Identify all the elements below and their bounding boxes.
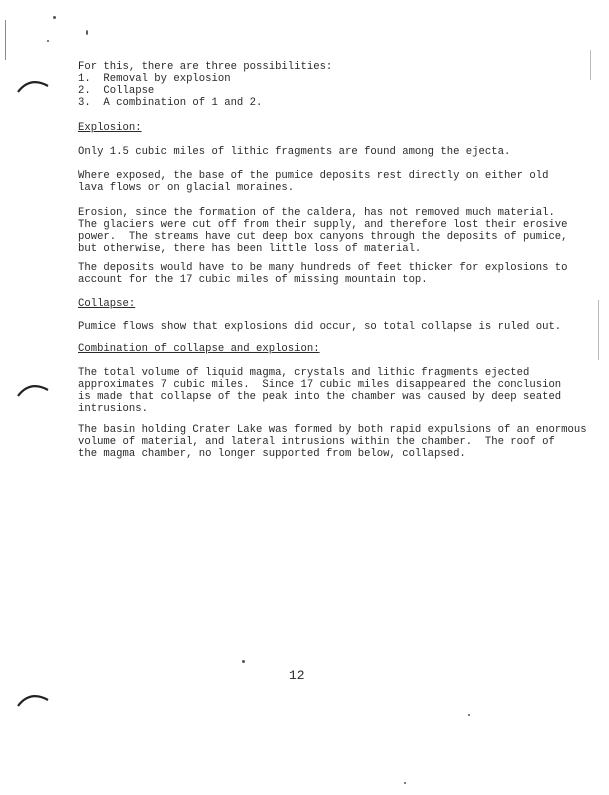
paragraph-line: Pumice flows show that explosions did occur, so total collapse is ruled out. (78, 321, 562, 333)
paragraph-line: approximates 7 cubic miles. Since 17 cubic miles disappeared the conclusion (78, 379, 562, 391)
intro-line: For this, there are three possibilities: (78, 61, 333, 73)
paragraph-line: power. The streams have cut deep box canyons through the deposits of pumice, (78, 231, 568, 243)
paragraph-line: Erosion, since the formation of the caldera, has not removed much material. (78, 207, 555, 219)
page-number: 12 (289, 668, 305, 683)
edge-mark (590, 50, 591, 80)
punch-hole-mark (16, 686, 50, 720)
paragraph-line: The basin holding Crater Lake was formed by both rapid expulsions of an enormous (78, 424, 587, 436)
speck (242, 660, 245, 663)
paragraph-line: lava flows or on glacial moraines. (78, 182, 295, 194)
section-heading: Combination of collapse and explosion: (78, 343, 320, 355)
edge-mark (598, 300, 599, 360)
list-item: 1. Removal by explosion (78, 73, 231, 85)
paragraph-line: the magma chamber, no longer supported from below, collapsed. (78, 448, 466, 460)
speck (468, 714, 470, 716)
paragraph-line: Only 1.5 cubic miles of lithic fragments are found among the ejecta. (78, 146, 511, 158)
paragraph-line: volume of material, and lateral intrusions within the chamber. The roof of (78, 436, 555, 448)
section-heading: Collapse: (78, 298, 136, 310)
punch-hole-mark (16, 376, 50, 410)
paragraph-line: The glaciers were cut off from their supply, and therefore lost their erosive (78, 219, 568, 231)
paragraph-line: is made that collapse of the peak into the chamber was caused by deep seated (78, 391, 562, 403)
punch-hole-mark (16, 72, 50, 106)
paragraph-line: Where exposed, the base of the pumice deposits rest directly on either old (78, 170, 549, 182)
paragraph-line: The total volume of liquid magma, crystals and lithic fragments ejected (78, 367, 530, 379)
paragraph-line: account for the 17 cubic miles of missing mountain top. (78, 274, 428, 286)
paragraph-line: but otherwise, there has been little loss of material. (78, 243, 422, 255)
paragraph-line: The deposits would have to be many hundreds of feet thicker for explosions to (78, 262, 568, 274)
edge-mark (5, 20, 6, 60)
section-heading: Explosion: (78, 122, 142, 134)
paragraph-line: intrusions. (78, 403, 148, 415)
speck (404, 782, 406, 784)
list-item: 2. Collapse (78, 85, 155, 97)
list-item: 3. A combination of 1 and 2. (78, 97, 263, 109)
speck (47, 40, 49, 42)
speck (53, 16, 56, 19)
speck (86, 30, 88, 35)
